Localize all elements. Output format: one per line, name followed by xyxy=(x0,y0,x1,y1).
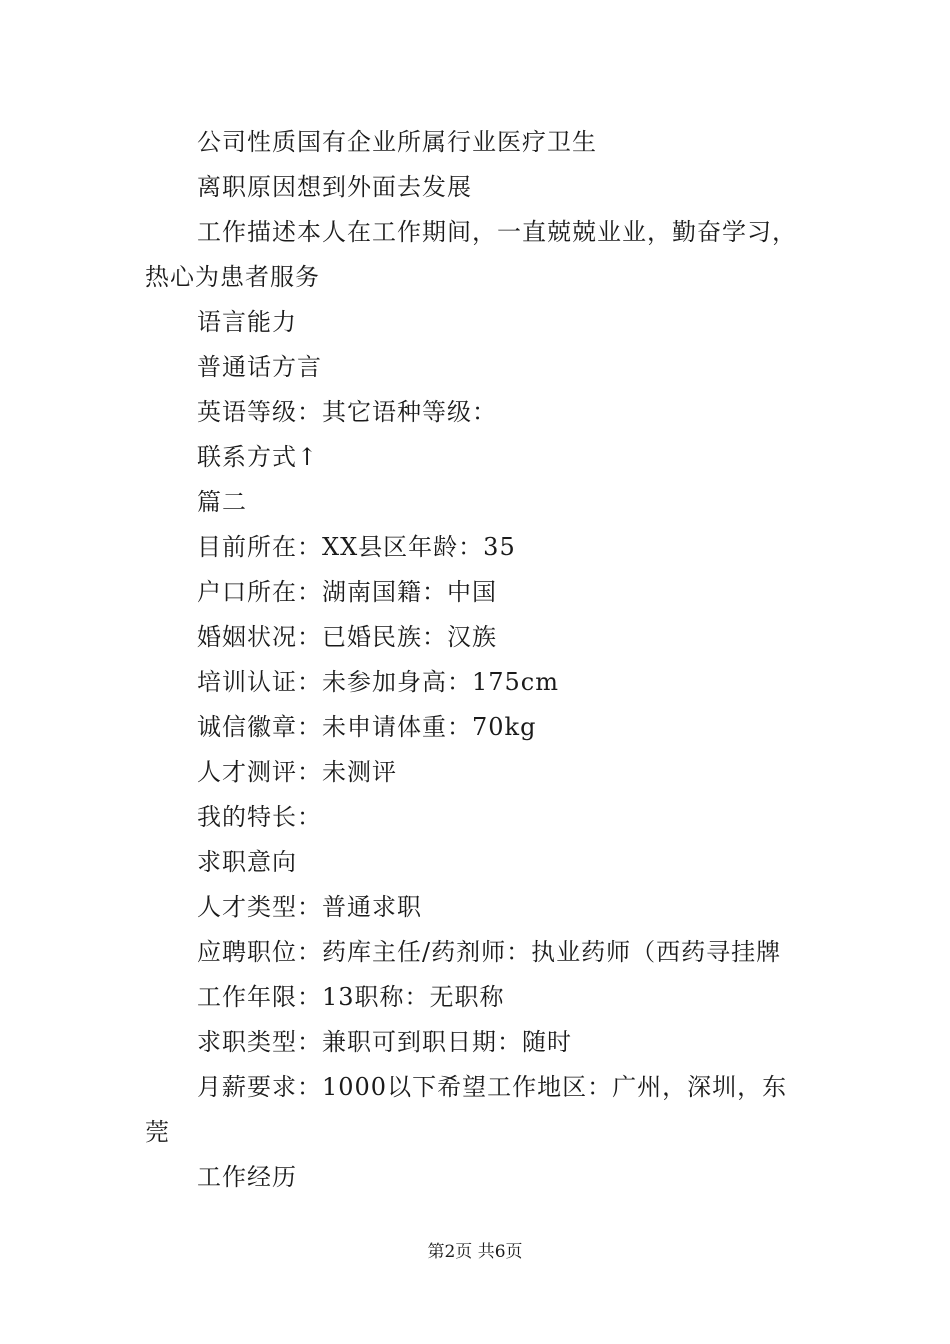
section-heading: 语言能力 xyxy=(197,308,297,336)
text-line: 公司性质国有企业所属行业医疗卫生 xyxy=(197,128,597,156)
section-heading: 求职意向 xyxy=(197,848,297,876)
text-line: 月薪要求：1000以下希望工作地区：广州，深圳，东 xyxy=(197,1073,788,1101)
text-line: 热心为患者服务 xyxy=(145,263,320,291)
text-line: 莞 xyxy=(145,1118,170,1146)
text-line: 求职类型：兼职可到职日期：随时 xyxy=(197,1028,572,1056)
section-heading: 篇二 xyxy=(197,488,247,516)
text-line: 普通话方言 xyxy=(197,353,322,381)
text-line: 培训认证：未参加身高：175cm xyxy=(197,668,560,696)
document-body xyxy=(145,120,825,1200)
text-line: 工作描述本人在工作期间，一直兢兢业业，勤奋学习， xyxy=(197,218,797,246)
text-line: 人才类型：普通求职 xyxy=(197,893,422,921)
text-line: 婚姻状况：已婚民族：汉族 xyxy=(197,623,497,651)
text-line: 联系方式↑ xyxy=(197,443,319,471)
text-line: 我的特长： xyxy=(197,803,322,831)
text-line: 离职原因想到外面去发展 xyxy=(197,173,472,201)
page-footer: 第2页 共6页 xyxy=(427,1242,523,1262)
text-line: 户口所在：湖南国籍：中国 xyxy=(197,578,497,606)
text-line: 工作年限：13职称：无职称 xyxy=(197,983,505,1011)
text-line: 目前所在：XX县区年龄：35 xyxy=(197,533,516,561)
text-line: 诚信徽章：未申请体重：70kg xyxy=(197,713,537,741)
text-line: 英语等级：其它语种等级： xyxy=(197,398,497,426)
text-line: 应聘职位：药库主任/药剂师：执业药师（西药寻挂牌 xyxy=(197,938,782,966)
section-heading: 工作经历 xyxy=(197,1163,297,1191)
text-line: 人才测评：未测评 xyxy=(197,758,397,786)
